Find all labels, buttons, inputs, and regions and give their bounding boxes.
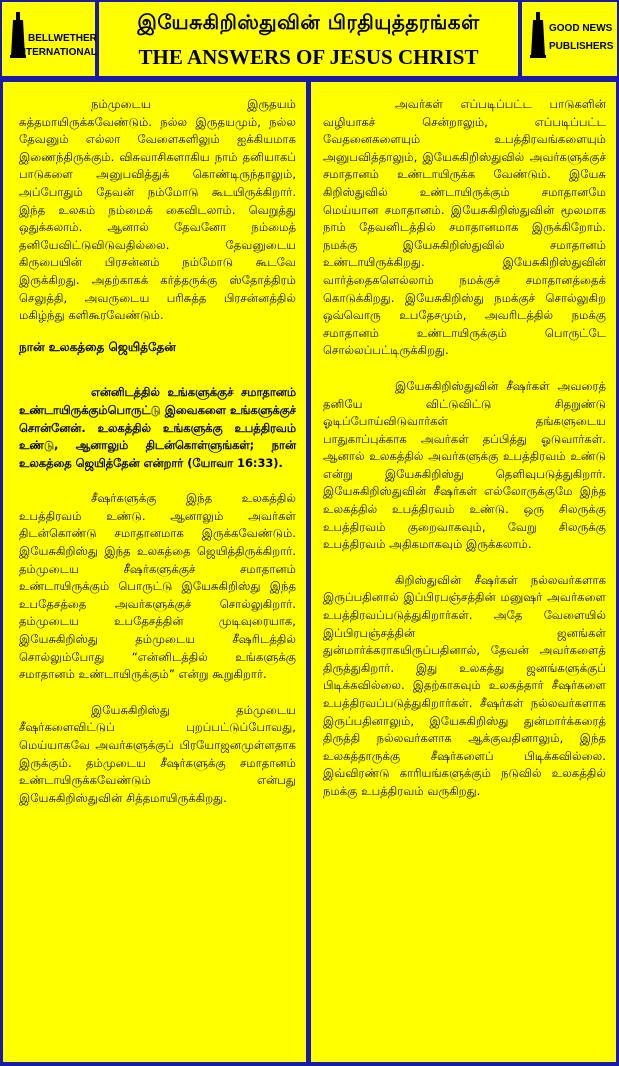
publisher-logo-left — [2, 2, 95, 76]
bible-verse: என்னிடத்தில் உங்களுக்குச் சமாதானம் உண்டாயிருக்கும்பொருட்டு இவைகளை உங்களுக்குச் சொன்னேன். உலகத்தில் உங்களுக்கு உபத்திரவம் உண்டு, ஆனாலும் திடன்கொள்ளுங்கள்; நான் உலகத்தை ஜெயித்தேன் என்றார் (யோவா 16:33). — [19, 385, 296, 470]
bell-tower-icon — [530, 12, 546, 58]
paragraph: இயேசுகிறிஸ்துவின் சீஷர்கள் அவரைத் தனியே விட்டுவிட்டு சிதறுண்டு ஓடிப்போய்விடுவார்கள் தங்களுடைய பாதுகாப்புக்காக அவர்கள் தப்பித்து ஓடுவார்கள். ஆனால் உலகத்தில் அவர்களுக்கு உபத்திரவம் உண்டு என்று இயேசுகிறிஸ்து தெளிவுபடுத்துகிறார். இயேசுகிறிஸ்துவின் சீஷர்கள் எல்லோருக்குமே இந்த உலகத்தில் உபத்திரவம் உண்டு. ஒரு சிலருக்கு உபத்திரவம் குறைவாகவும், வேறு சிலருக்கு உபத்திரவம் அதிகமாகவும் இருக்கலாம். — [323, 378, 606, 552]
page-header — [0, 0, 619, 78]
right-column — [311, 82, 616, 1062]
title-box — [99, 2, 518, 76]
paragraph: சீஷர்களுக்கு இந்த உலகத்தில் உபத்திரவம் உண்டு. ஆனாலும் அவர்கள் திடன்கொண்டு சமாதானமாக இருக்கவேண்டும். இயேசுகிறிஸ்து இந்த உலகத்தை ஜெயித்திருக்கிறார். தம்முடைய சீஷர்களுக்குச் சமாதானம் உண்டாயிருக்கும் பொருட்டு இயேசுகிறிஸ்து இந்த உபதேசத்தை அவர்களுக்குச் சொல்லுகிறார். தம்முடைய உபதேசத்தின் முடிவுரையாக, இயேசுகிறிஸ்து தம்முடைய சீஷரிடத்தில் சொல்லும்போது “என்னிடத்தில் உங்களுக்கு சமாதானம் உண்டாயிருக்கும்” என்று கூறுகிறார். — [19, 491, 296, 682]
publisher-logo-right — [522, 2, 617, 76]
paragraph: நம்முடைய இருதயம் சுத்தமாயிருக்கவேண்டும். நல்ல இருதயமும், நல்ல தேவனும் எல்லா வேளைகளிலும் ஐக்கியமாக இணைந்திருக்கும். விசுவாசிகளாகிய நாம் தனியாகப் பாடுகளை அனுபவித்துக் கொண்டிருந்தாலும், அப்போதும் தேவன் நம்மோடு கூடயிருக்கிறார். இந்த உலகம் நம்மைக் கைவிடலாம். வெறுத்து ஒதுக்கலாம். ஆனால் தேவனோ நம்மைத் தனியேவிட்டுவிடுவதில்லை. தேவனுடைய கிருபையின் பிரசன்னம் நம்மோடு கூடவே இருக்கிறது. அதற்காகக் கர்த்தருக்கு ஸ்தோத்திரம் செலுத்தி, அவருடைய பரிசுத்த பிரசன்னத்தில் மகிழ்ந்து களிகூரவேண்டும். — [19, 97, 296, 323]
paragraph: கிறிஸ்துவின் சீஷர்கள் நல்லவர்களாக இருப்பதினால் இப்பிரபஞ்சத்தின் மனுஷர் அவர்களை உபத்திரவப்படுத்துகிறார்கள். அதே வேளையில் இப்பிரபஞ்சத்தின் ஜனங்கள் துன்மார்க்கராகயிருப்பதினால், தேவன் அவர்களைத் திருத்துகிறார். இது உலகத்து ஜனங்களுக்குப் பிடிக்கவில்லை. இதற்காகவும் உலகத்தார் சீஷர்களை உபத்திரவப்படுத்துகிறார்கள். சீஷர்கள் நல்லவர்களாக இருப்பதினாலும், இயேசுகிறிஸ்து துன்மார்க்கரைத் திருத்தி நல்லவர்களாக ஆக்குவதினாலும், இந்த உலகத்தாருக்கு சீஷர்களைப் பிடிக்கவில்லை. இவ்விரண்டு காரியங்களுக்கும் நடுவில் உலகத்தில் நமக்கு உபத்திரவம் வருகிறது. — [323, 572, 606, 798]
right-logo-line2: PUBLISHERS — [549, 41, 614, 52]
title-tamil: இயேசுகிறிஸ்துவின் பிரதியுத்தரங்கள் — [137, 10, 480, 34]
left-logo-line1: BELLWETHER — [28, 33, 97, 44]
paragraph: அவர்கள் எப்படிப்பட்ட பாடுகளின் வழியாகச் சென்றாலும், எப்படிப்பட்ட வேதனைகளையும் உபத்திரவங்களையும் அனுபவித்தாலும், இயேசுகிறிஸ்துவில் அவர்களுக்குச் சமாதானம் உண்டாயிருக்க வேண்டும். இயேசு கிறிஸ்துவில் உண்டாயிருக்கும் சமாதானமே மெய்யான சமாதானம். இயேசுகிறிஸ்துவின் மூலமாக நாம் தேவனிடத்தில் சமாதானமாக இருக்கிறோம். நமக்கு இயேசுகிறிஸ்துவில் சமாதானம் உண்டாயிருக்கிறது. இயேசுகிறிஸ்துவின் வார்த்தைகளெல்லாம் நமக்குச் சமாதானத்தைக் கொடுக்கிறது. இயேசுகிறிஸ்து நமக்குச் சொல்லுகிற ஒவ்வொரு உபதேசமும், அவரிடத்தில் நமக்கு சமாதானம் உண்டாயிருக்கும் பொருட்டே சொல்லப்பட்டிருக்கிறது. — [323, 97, 606, 358]
left-logo-line2: INTERNATIONAL — [16, 47, 97, 58]
left-column — [3, 82, 306, 1062]
right-logo-line1: GOOD NEWS — [549, 23, 613, 34]
section-heading: நான் உலகத்தை ஜெயித்தேன் — [19, 339, 176, 354]
paragraph: இயேசுகிறிஸ்து தம்முடைய சீஷர்களைவிட்டுப் புறப்பட்டுப்போவது, மெய்யாகவே அவர்களுக்குப் பிரயோஜனமுள்ளதாக இருக்கும். தம்முடைய சீஷர்களுக்கு சமாதானம் உண்டாயிருக்கவேண்டும் என்பது இயேசுகிறிஸ்துவின் சித்தமாயிருக்கிறது. — [19, 702, 296, 805]
title-english: THE ANSWERS OF JESUS CHRIST — [138, 45, 479, 69]
